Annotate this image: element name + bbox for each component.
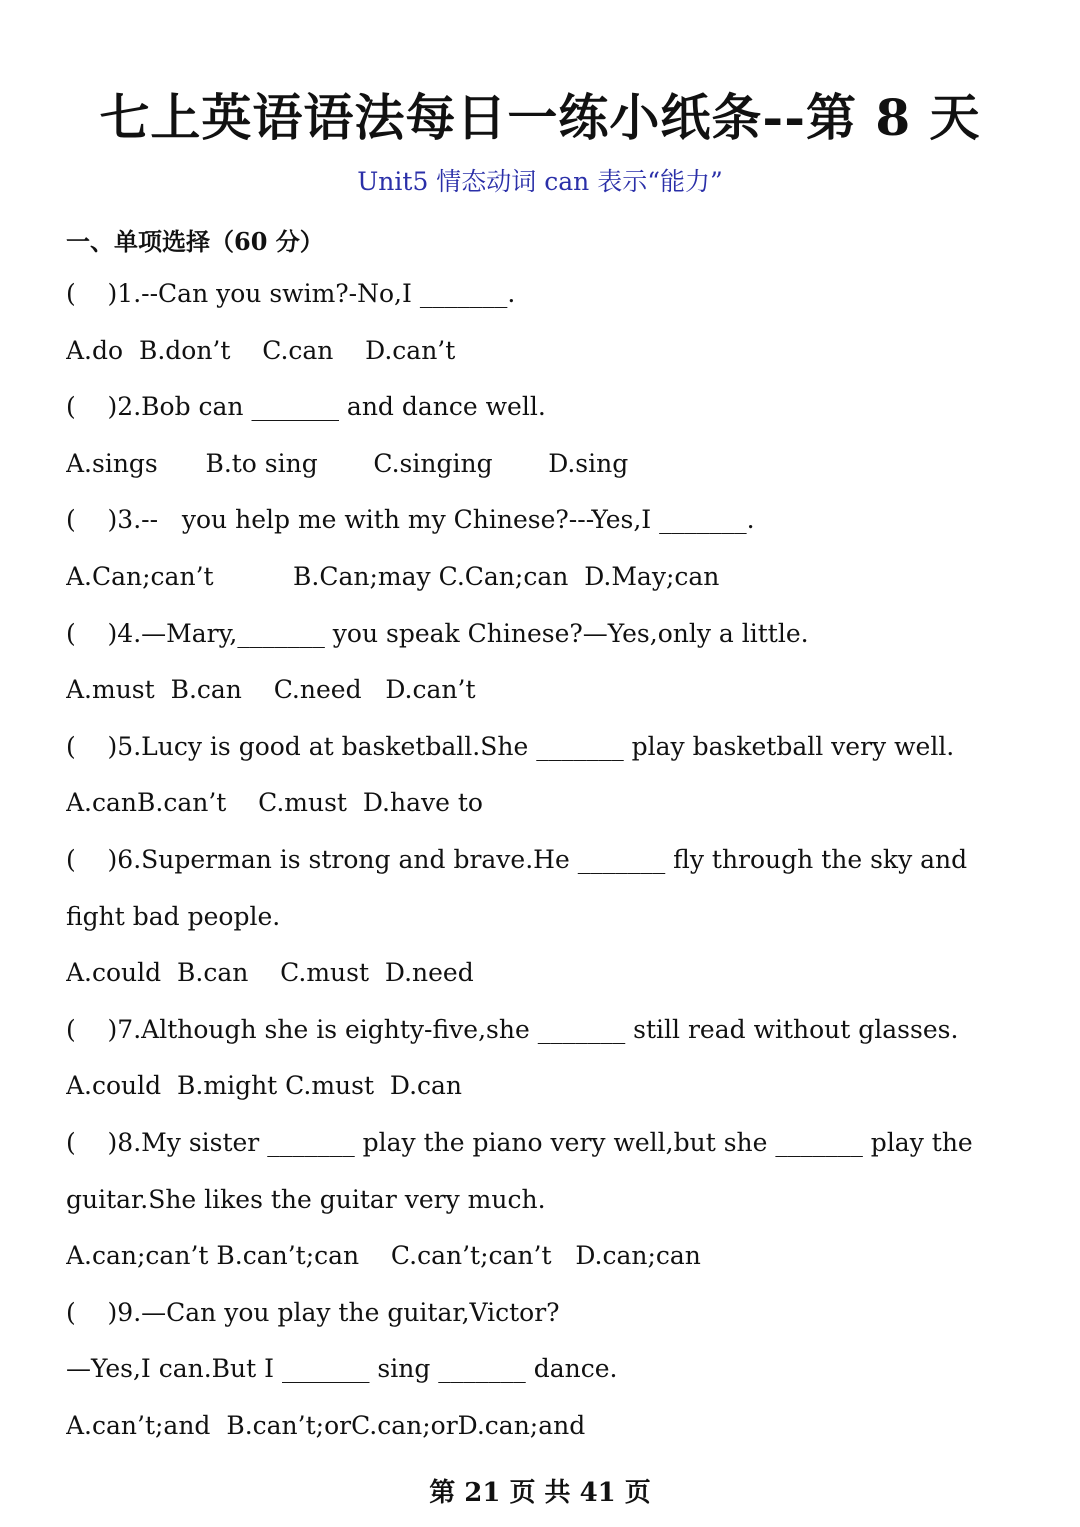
question-4-options: A.must B.can C.need D.can’t <box>66 675 476 705</box>
question-8-options: A.can;can’t B.can’t;can C.can’t;can’t D.can;can <box>66 1241 701 1271</box>
question-1-stem: ( )1.--Can you swim?-No,I _______. <box>66 279 516 308</box>
question-5-options: A.canB.can’t C.must D.have to <box>66 788 483 818</box>
question-5-stem: ( )5.Lucy is good at basketball.She _______ play basketball very well. <box>66 731 955 761</box>
question-2-options: A.sings B.to sing C.singing D.sing <box>66 448 629 478</box>
question-8-stem-continued: guitar.She likes the guitar very much. <box>66 1184 546 1214</box>
question-3-stem: ( )3.-- you help me with my Chinese?---Yes,I _______. <box>66 505 755 535</box>
question-9-options: A.can’t;and B.can’t;orC.can;orD.can;and <box>66 1410 586 1440</box>
section-heading: 一、单项选择（60 分） <box>66 227 324 256</box>
question-2-stem: ( )2.Bob can _______ and dance well. <box>66 392 546 422</box>
question-8-stem: ( )8.My sister _______ play the piano very well,but she _______ play the <box>66 1127 973 1157</box>
question-6-options: A.could B.can C.must D.need <box>66 958 474 988</box>
question-list <box>66 275 1026 1463</box>
page-number-footer: 第 21 页 共 41 页 <box>429 1478 651 1508</box>
page-title: 七上英语语法每日一练小纸条--第 8 天 <box>99 88 981 147</box>
question-9-stem: ( )9.—Can you play the guitar,Victor? <box>66 1297 560 1327</box>
question-6-stem-continued: fight bad people. <box>66 901 281 931</box>
page-subtitle: Unit5 情态动词 can 表示“能力” <box>357 167 723 196</box>
question-3-options: A.Can;can’t B.Can;may C.Can;can D.May;can <box>66 561 720 591</box>
question-1-options: A.do B.don’t C.can D.can’t <box>66 335 456 365</box>
question-7-stem: ( )7.Although she is eighty-five,she _______ still read without glasses. <box>66 1014 959 1044</box>
question-7-options: A.could B.might C.must D.can <box>66 1071 463 1101</box>
question-4-stem: ( )4.—Mary,_______ you speak Chinese?—Yes,only a little. <box>66 618 809 648</box>
question-6-stem: ( )6.Superman is strong and brave.He _______ fly through the sky and <box>66 844 968 874</box>
question-9-stem-continued: —Yes,I can.But I _______ sing _______ dance. <box>66 1354 618 1384</box>
